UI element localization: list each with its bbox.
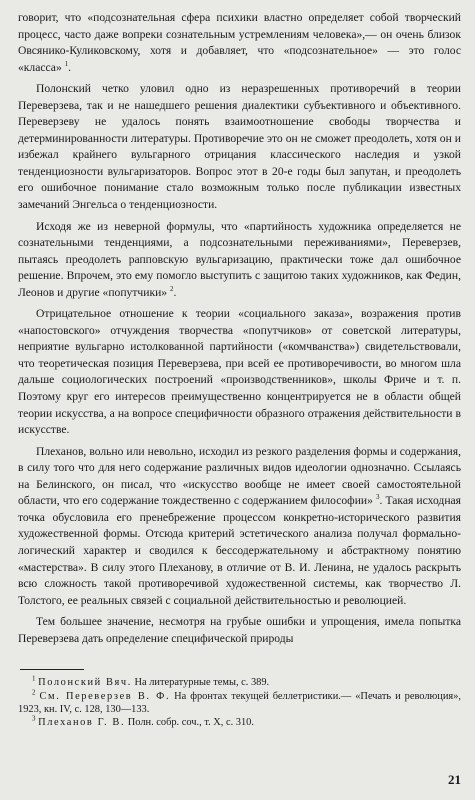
paragraph-6: Тем большее значение, несмотря на грубые ошибки и упрощения, имела попытка Переверзева дать определение специфической природы <box>18 615 461 645</box>
footnote-divider <box>20 669 84 670</box>
footnote-ref-3: 3 <box>375 493 380 502</box>
footnotes <box>18 676 461 730</box>
main-text <box>18 10 461 647</box>
footnote-1: $^1$ Полонский Вяч. На литературные темы, с. 389. <box>32 674 270 689</box>
paragraph-2: Полонский четко уловил одно из неразрешенных противоречий в теории Переверзева, так и не нашедшего решения диалектики субъективного и объективного. Переверзеву не удалось понять взаимоотношение свободы творчества и детерминированности литературы. Противоречие это он не сможет преодолеть, хотя он и избежал крайнего вульгарного отрицания классического наследия и узкой тенденциозности вульгаризаторов. Вопрос этот в 20-е годы был запутан, и преодолеть его ошибочное понимание стало возможным только после публикации известных замечаний Энгельса о тенденциозности. <box>18 82 461 212</box>
footnote-2: $^2$ См. Переверзев В. Ф. На фронтах текущей беллетристики.— «Печать и революция», 1923, кн. IV, с. 128, 130—133. <box>18 688 461 716</box>
paragraph-1: говорит, что «подсознательная сфера психики властно определяет собой творческий процесс, часто даже вопреки сознательным устремлениям человека»,— он очень близок Овсянико-Куликовскому, хотя и добавляет, что «подсознательное» — это голос «класса» $^1$. <box>18 11 461 74</box>
paragraph-4: Отрицательное отношение к теории «социального заказа», возражения против «напостовского» отчуждения творчества «попутчиков» от советской литературы, неприятие вульгарно истолкованной партийности («комчванства») свидетельствовали, что теоретическая позиция Переверзева, при всей ее противоречивости, во многом шла дальше социологических построений «производственников», школы Фриче и т. п. Поэтому круг его интересов преимущественно концентрируется не в области общей теории искусства, а на вопросе специфичности образного отражения действительности в искусстве. <box>18 307 461 437</box>
paragraph-5: Плеханов, вольно или невольно, исходил из резкого разделения формы и содержания, в силу того что для него содержание различных видов идеологии однозначно. Ссылаясь на Белинского, он писал, что «искусство вообще не имеет своей самостоятельной области, что его содержание тождественно с содержанием философии» $^3$. Такая исходная точка обусловила его пренебрежение процессом конкретно-исторического развития художественной формы. Отсюда критерий эстетического анализа получал формально-логический характер и сводился к бессодержательному и абстрактному понятию «мастерства». В силу этого Плеханову, в отличие от В. И. Ленина, не удалось раскрыть всю сложность такой противоречивой художественной системы, как творчество Л. Толстого, ее реальных связей с социальной действительностью и революцией. <box>18 444 461 607</box>
footnote-ref-2: 2 <box>170 284 174 293</box>
page-number: 21 <box>448 772 461 787</box>
footnote-3: $^3$ Плеханов Г. В. Полн. собр. соч., т. X, с. 310. <box>32 714 254 729</box>
footnote-ref-1: 1 <box>64 59 69 68</box>
paragraph-3: Исходя же из неверной формулы, что «партийность художника определяется не сознательными тенденциями, а подсознательными переживаниями», Переверзев, пытаясь преодолеть рапповскую вульгаризацию, практически тоже дал ошибочное решение. Впрочем, это ему помогло выступить с защитою таких художников, как Федин, Леонов и другие «попутчики» $^2$. <box>18 219 461 299</box>
